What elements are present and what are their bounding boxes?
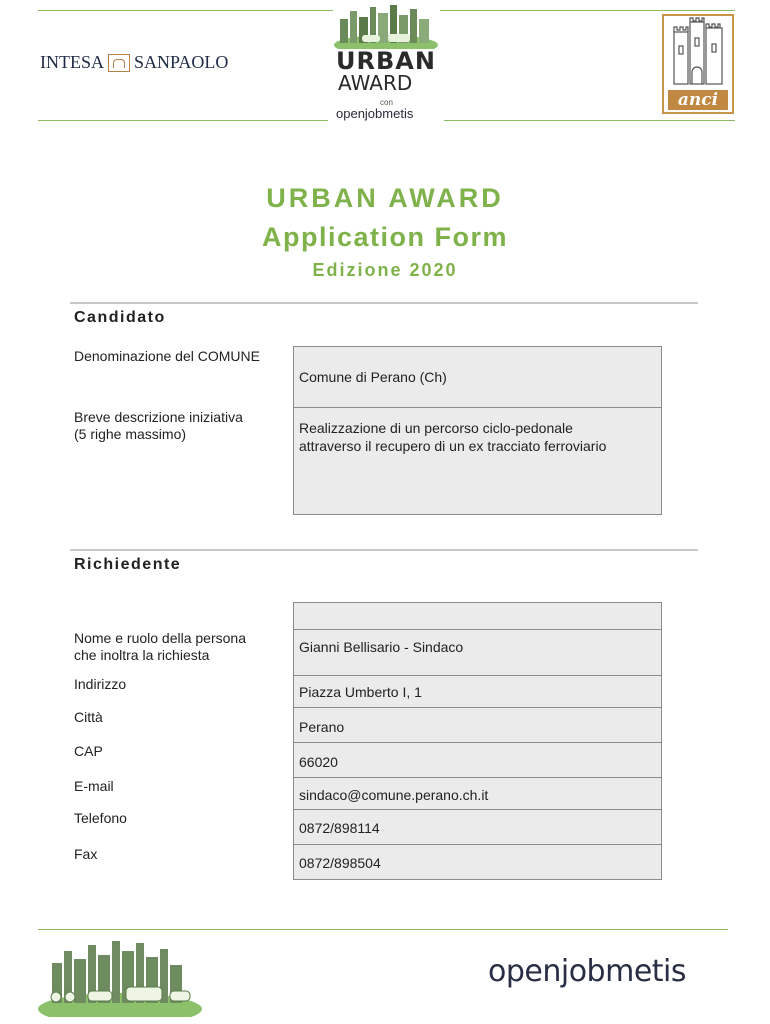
header-rule-bottom-left [38, 120, 328, 121]
intesa-logo-right: SANPAOLO [134, 52, 229, 72]
city-skyline-icon [332, 5, 440, 49]
cap-label: CAP [74, 743, 103, 759]
descrizione-label-line2: (5 righe massimo) [74, 426, 187, 442]
email-value: sindaco@comune.perano.ch.it [299, 787, 489, 803]
comune-label: Denominazione del COMUNE [74, 348, 260, 364]
fax-field[interactable] [293, 844, 662, 880]
citta-field[interactable] [293, 707, 662, 743]
castle-icon [664, 16, 732, 90]
fax-label: Fax [74, 846, 98, 862]
nome-label-line2: che inoltra la richiesta [74, 647, 210, 663]
telefono-field[interactable] [293, 809, 662, 845]
header-rule-left [38, 10, 333, 11]
richiedente-heading: Richiedente [74, 556, 182, 573]
citta-value: Perano [299, 719, 345, 735]
header-rule-bottom-right [444, 120, 735, 121]
telefono-value: 0872/898114 [299, 820, 380, 836]
intesa-logo-left: INTESA [40, 52, 104, 72]
urban-logo-line2: AWARD [338, 71, 413, 95]
intesa-mark-icon [108, 54, 130, 72]
indirizzo-field[interactable] [293, 675, 662, 708]
footer-city-illustration [38, 937, 202, 1017]
descrizione-value-line1: Realizzazione di un percorso ciclo-pedonale [299, 420, 573, 436]
anci-logo-word: anci [668, 90, 728, 110]
urban-logo-partner: openjobmetis [336, 106, 414, 121]
citta-label: Città [74, 709, 103, 725]
descrizione-label [74, 409, 289, 443]
descrizione-value-line2: attraverso il recupero di un ex tracciato ferroviario [299, 438, 607, 454]
email-field[interactable] [293, 777, 662, 810]
cap-value: 66020 [299, 754, 338, 770]
email-label: E-mail [74, 778, 114, 794]
footer-partner-name: openjobmetis [488, 954, 687, 989]
comune-value: Comune di Perano (Ch) [299, 369, 447, 385]
candidato-divider [70, 302, 698, 304]
urban-logo-con: con [380, 98, 393, 107]
telefono-label: Telefono [74, 810, 127, 826]
nome-value: Gianni Bellisario - Sindaco [299, 639, 464, 655]
intesa-sanpaolo-logo [40, 52, 228, 73]
footer-rule [38, 929, 728, 930]
form-title: URBAN AWARD [266, 183, 504, 213]
header-rule-right [440, 10, 735, 11]
richiedente-divider [70, 549, 698, 551]
cap-field[interactable] [293, 742, 662, 778]
footer-openjobmetis-logo [488, 954, 686, 989]
empty-field[interactable] [293, 602, 662, 630]
nome-label-line1: Nome e ruolo della persona [74, 630, 246, 646]
indirizzo-value: Piazza Umberto I, 1 [299, 684, 422, 700]
form-edition: Edizione 2020 [312, 260, 458, 280]
form-subtitle: Application Form [262, 222, 508, 252]
descrizione-field[interactable] [293, 407, 662, 515]
urban-award-logo [332, 5, 440, 123]
fax-value: 0872/898504 [299, 855, 381, 871]
urban-logo-line1: URBAN [336, 47, 436, 75]
candidato-heading: Candidato [74, 309, 166, 326]
anci-logo [662, 14, 734, 114]
comune-field[interactable] [293, 346, 662, 408]
indirizzo-label: Indirizzo [74, 676, 127, 692]
nome-label [74, 630, 289, 664]
nome-field[interactable] [293, 629, 662, 676]
descrizione-label-line1: Breve descrizione iniziativa [74, 409, 243, 425]
